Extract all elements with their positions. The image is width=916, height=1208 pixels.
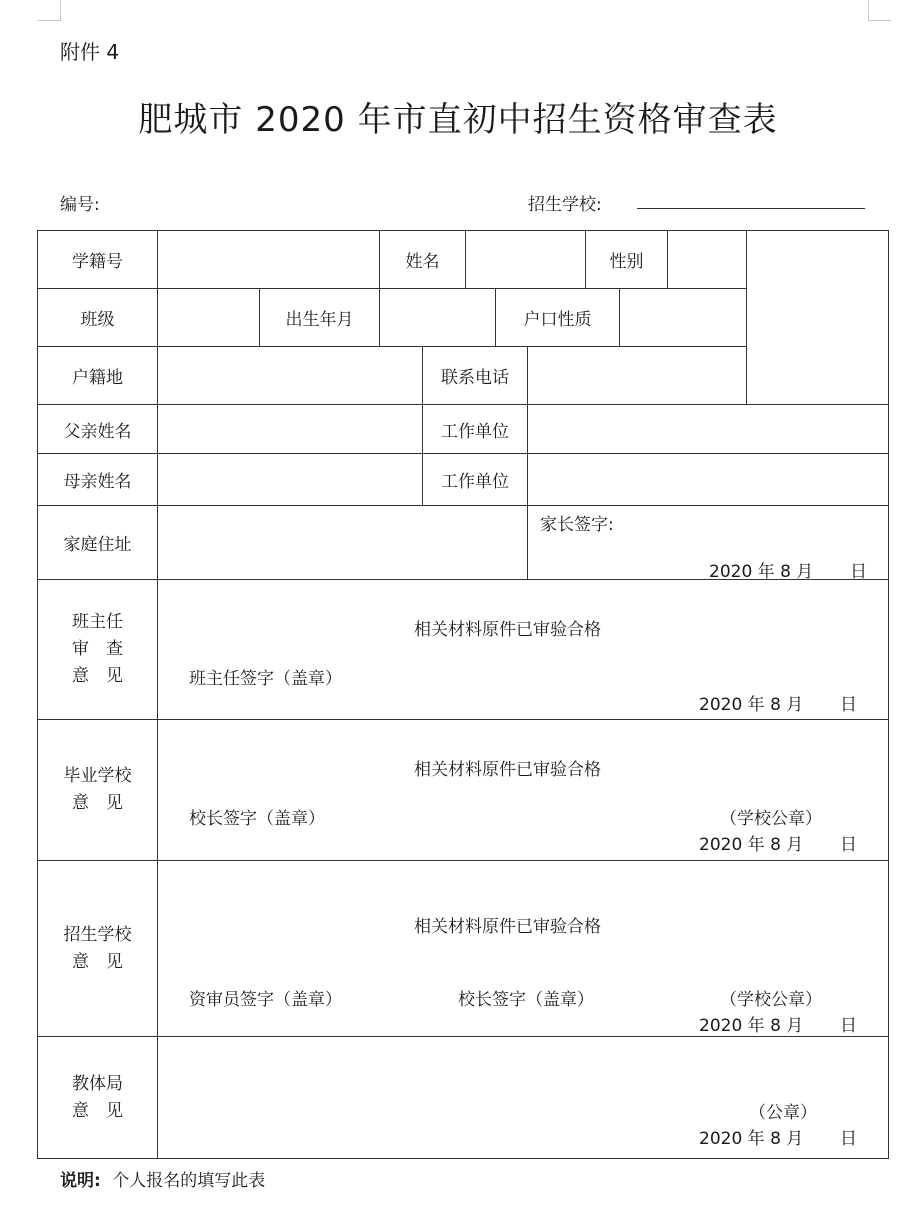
teacher-verified-text: 相关材料原件已审验合格 xyxy=(414,620,601,640)
teacher-label-line-3: 意 见 xyxy=(72,666,123,686)
grad-label-line-2: 意 见 xyxy=(72,793,123,813)
label-phone: 联系电话 xyxy=(441,368,509,388)
input-hukou-place[interactable] xyxy=(158,347,422,404)
label-class: 班级 xyxy=(80,310,115,330)
enroll-label-line-2: 意 见 xyxy=(72,951,123,972)
input-student-id[interactable] xyxy=(158,231,379,288)
photo-box[interactable] xyxy=(747,231,888,404)
label-student-id: 学籍号 xyxy=(72,252,123,272)
enroll-label-line-1: 招生学校 xyxy=(63,924,132,945)
attachment-label: 附件 4 xyxy=(60,40,120,64)
input-mother-work[interactable] xyxy=(528,454,888,505)
bureau-label-line-2: 意 见 xyxy=(72,1100,123,1121)
teacher-label-line-2: 审 查 xyxy=(72,639,123,659)
label-hukou-place: 户籍地 xyxy=(72,368,123,388)
enroll-verified-text: 相关材料原件已审验合格 xyxy=(414,917,601,937)
bureau-date: 2020 年 8 月 xyxy=(699,1129,804,1149)
grad-label-line-1: 毕业学校 xyxy=(63,766,132,786)
note xyxy=(60,1166,265,1191)
note-text: 个人报名的填写此表 xyxy=(112,1171,266,1191)
input-birth[interactable] xyxy=(380,289,495,346)
grad-day: 日 xyxy=(840,835,857,855)
label-enroll-school xyxy=(38,861,157,1036)
input-class[interactable] xyxy=(158,289,259,346)
input-gender[interactable] xyxy=(668,231,746,288)
label-grad-school xyxy=(38,720,157,860)
label-mother-name: 母亲姓名 xyxy=(63,472,132,492)
serial-label: 编号: xyxy=(60,195,100,215)
enroll-principal-sign: 校长签字（盖章） xyxy=(458,990,594,1010)
enroll-date: 2020 年 8 月 xyxy=(699,1016,804,1036)
input-phone[interactable] xyxy=(528,347,746,404)
label-birth: 出生年月 xyxy=(285,310,354,330)
label-bureau xyxy=(38,1037,157,1158)
page-corner-right xyxy=(868,0,891,21)
bureau-seal: （公章） xyxy=(749,1103,817,1123)
grad-school-seal: （学校公章） xyxy=(720,809,822,829)
teacher-date: 2020 年 8 月 xyxy=(699,695,804,715)
parent-sign-label: 家长签字: xyxy=(540,515,614,535)
label-father-work: 工作单位 xyxy=(441,421,509,442)
label-teacher-review xyxy=(38,580,157,719)
input-mother-name[interactable] xyxy=(158,454,422,505)
enroll-day: 日 xyxy=(840,1016,857,1036)
school-underline xyxy=(637,208,865,209)
bureau-label-line-1: 教体局 xyxy=(72,1073,123,1094)
label-name: 姓名 xyxy=(405,252,440,272)
enroll-school-seal: （学校公章） xyxy=(720,990,822,1010)
label-gender: 性别 xyxy=(609,252,644,272)
grad-principal-sign: 校长签字（盖章） xyxy=(189,809,325,829)
school-label: 招生学校: xyxy=(528,195,602,215)
teacher-day: 日 xyxy=(840,695,857,715)
page-corner-left xyxy=(38,0,61,21)
enroll-reviewer-sign: 资审员签字（盖章） xyxy=(189,990,342,1010)
input-father-name[interactable] xyxy=(158,405,422,453)
input-name[interactable] xyxy=(466,231,585,288)
teacher-sign-label: 班主任签字（盖章） xyxy=(189,669,342,689)
input-hukou-type[interactable] xyxy=(620,289,746,346)
bureau-day: 日 xyxy=(840,1129,857,1149)
parent-sign-date: 2020 年 8 月 xyxy=(709,562,814,582)
input-father-work[interactable] xyxy=(528,405,888,453)
teacher-label-line-1: 班主任 xyxy=(72,612,123,632)
grad-date: 2020 年 8 月 xyxy=(699,835,804,855)
page-title: 肥城市 2020 年市直初中招生资格审查表 xyxy=(138,100,778,140)
label-hukou-type: 户口性质 xyxy=(523,310,592,330)
parent-sign-day: 日 xyxy=(850,562,867,582)
input-address[interactable] xyxy=(158,506,527,579)
note-label: 说明: xyxy=(60,1171,101,1191)
label-mother-work: 工作单位 xyxy=(441,472,509,492)
grad-verified-text: 相关材料原件已审验合格 xyxy=(414,760,601,780)
label-father-name: 父亲姓名 xyxy=(63,421,132,442)
label-address: 家庭住址 xyxy=(63,535,132,555)
